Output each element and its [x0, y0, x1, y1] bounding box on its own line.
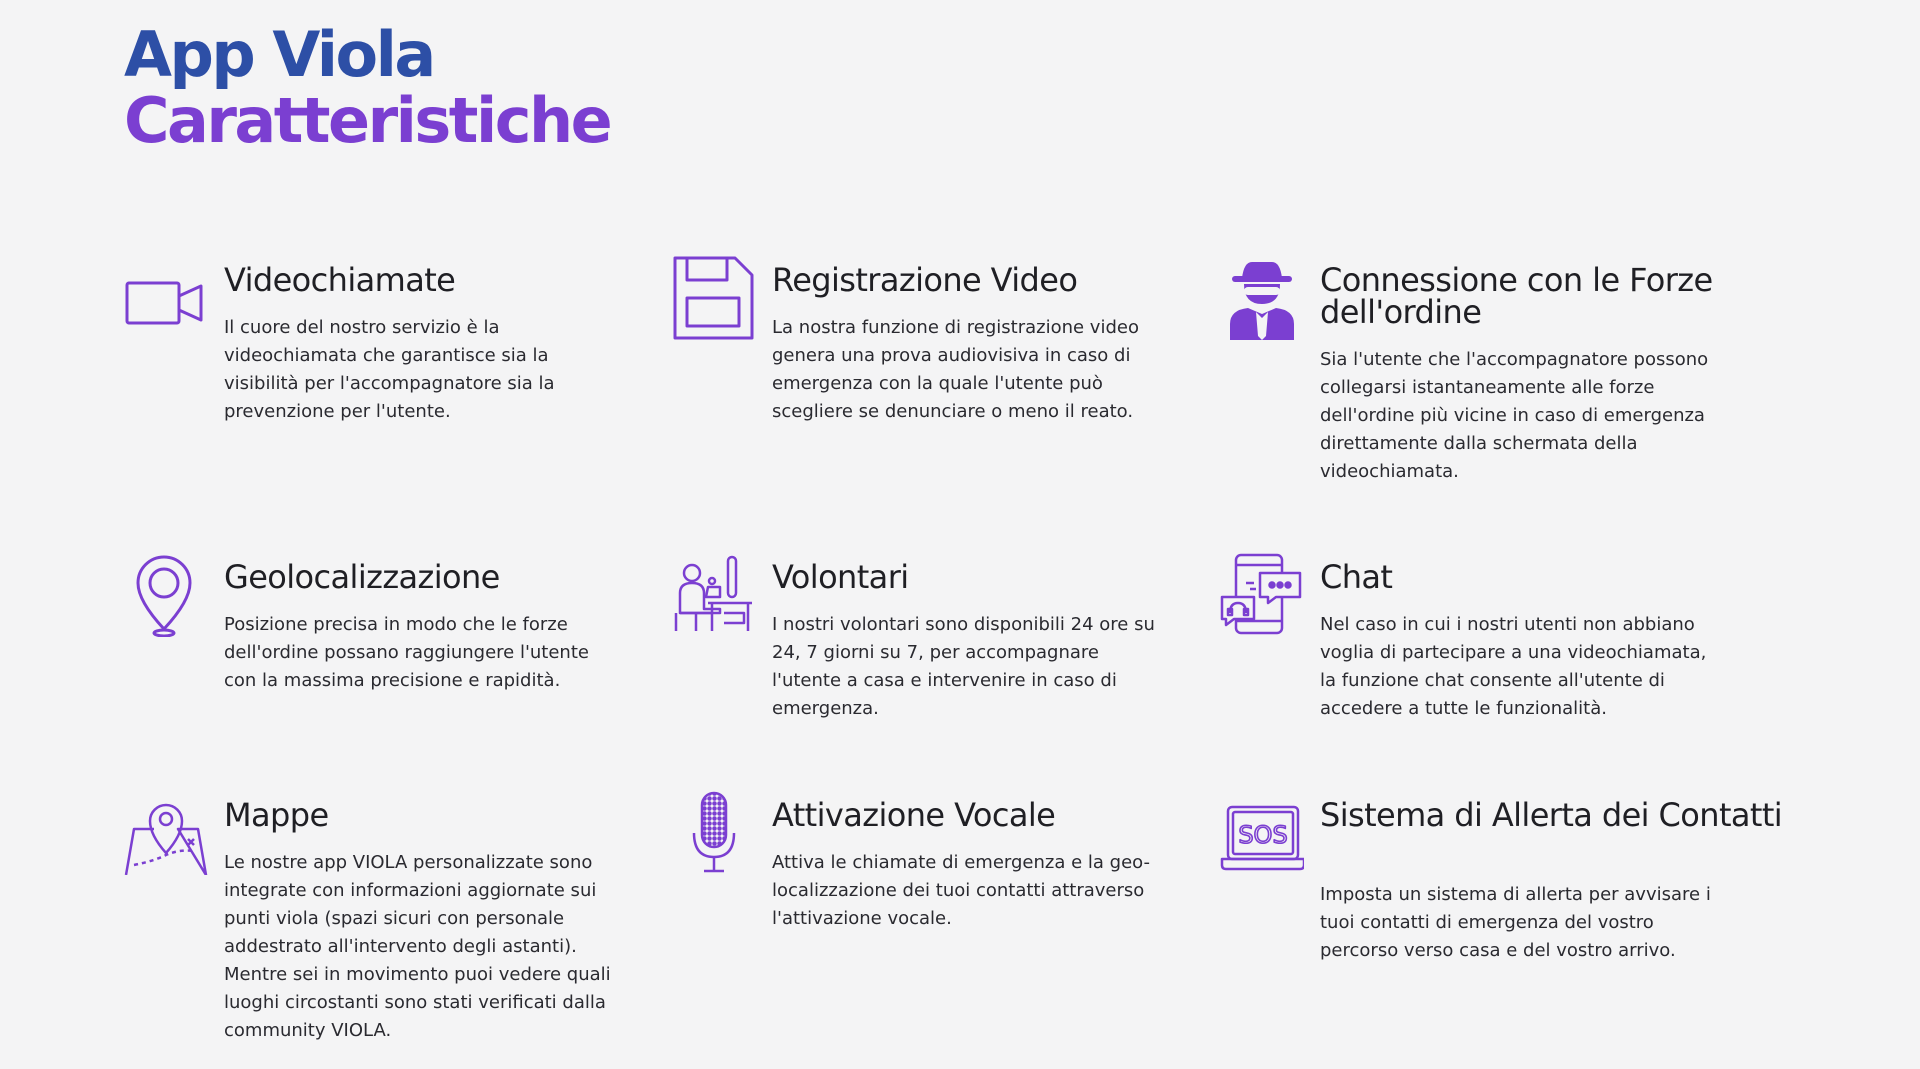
- feature-description: Posizione precisa in modo che le forze dell'ordine possano raggiungere l'utente con la massima precisione e rapidità.: [224, 614, 589, 691]
- chat-icon: [1220, 553, 1304, 637]
- feature-title: Videochiamate: [224, 261, 456, 299]
- feature-description: Il cuore del nostro servizio è la videochiamata che garantisce sia la visibilità per l'accompagnatore sia la prevenzione per l'utente.: [224, 317, 555, 422]
- feature-title: Chat: [1320, 558, 1393, 596]
- feature-description: Attiva le chiamate di emergenza e la geo-localizzazione dei tuoi contatti attraverso l'attivazione vocale.: [772, 852, 1150, 929]
- microphone-icon: [672, 791, 756, 875]
- floppy-disk-icon: [672, 256, 756, 340]
- video-camera-icon: [124, 256, 208, 340]
- location-pin-icon: [124, 553, 208, 637]
- feature-description: Nel caso in cui i nostri utenti non abbiano voglia di partecipare a una videochiamata, la funzione chat consente all'utente di accedere a tutte le funzionalità.: [1320, 614, 1707, 719]
- section-title: Caratteristiche: [124, 84, 611, 157]
- feature-description: I nostri volontari sono disponibili 24 ore su 24, 7 giorni su 7, per accompagnare l'utente a casa e intervenire in caso di emergenza.: [772, 614, 1155, 719]
- feature-title: Geolocalizzazione: [224, 558, 500, 596]
- map-icon: [124, 791, 208, 875]
- volunteer-desk-icon: [672, 553, 756, 637]
- feature-title: Mappe: [224, 796, 329, 834]
- feature-description: Imposta un sistema di allerta per avvisare i tuoi contatti di emergenza del vostro percorso verso casa e del vostro arrivo.: [1320, 884, 1711, 961]
- detective-icon: [1220, 256, 1304, 340]
- app-title: App Viola: [124, 18, 434, 91]
- feature-title: Registrazione Video: [772, 261, 1078, 299]
- feature-title: Sistema di Allerta dei Contatti: [1320, 796, 1783, 834]
- feature-title: Connessione con le Forze dell'ordine: [1320, 261, 1713, 331]
- feature-description: La nostra funzione di registrazione video genera una prova audiovisiva in caso di emergenza con la quale l'utente può scegliere se denunciare o meno il reato.: [772, 317, 1139, 422]
- sos-text: SOS: [1238, 821, 1288, 849]
- sos-laptop-icon: [1220, 791, 1304, 875]
- feature-title: Attivazione Vocale: [772, 796, 1056, 834]
- feature-description: Le nostre app VIOLA personalizzate sono integrate con informazioni aggiornate sui punti viola (spazi sicuri con personale addestrato all'intervento degli astanti). Mentre sei in movimento puoi vedere quali luoghi circostanti sono stati verificati dalla community VIOLA.: [224, 852, 611, 1041]
- feature-description: Sia l'utente che l'accompagnatore possono collegarsi istantaneamente alle forze dell'ordine più vicine in caso di emergenza direttamente dalla schermata della videochiamata.: [1320, 349, 1709, 482]
- page-title: [124, 18, 611, 157]
- feature-title: Volontari: [772, 558, 909, 596]
